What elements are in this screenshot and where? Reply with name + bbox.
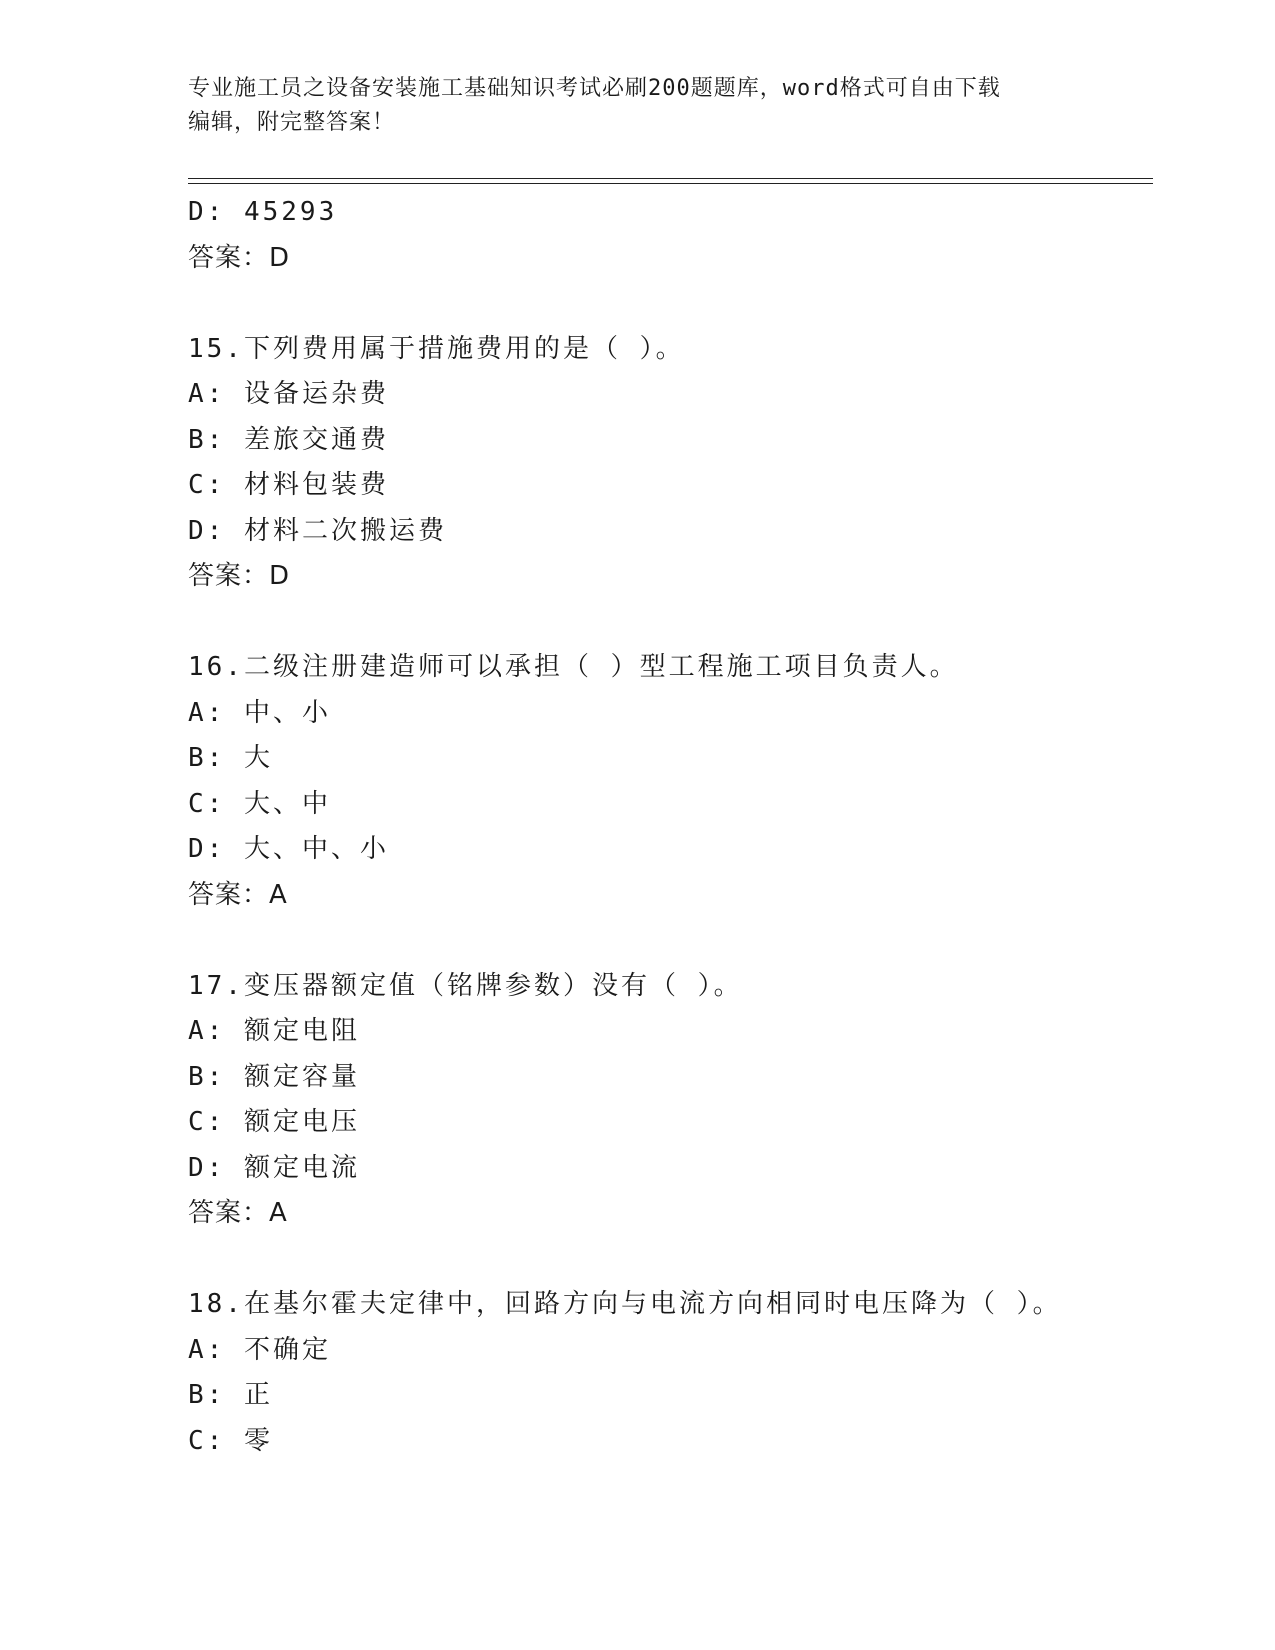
spacer: [188, 918, 1148, 964]
question-list: [188, 190, 1148, 1464]
q15-stem: 15.下列费用属于措施费用的是（ ）。: [188, 333, 685, 364]
q18-option-b: B: 正: [188, 1380, 273, 1410]
q16-answer: 答案：A: [188, 879, 288, 910]
q16-option-b: B: 大: [188, 743, 273, 773]
q15-option-b: B: 差旅交通费: [188, 424, 389, 455]
document-header: [188, 72, 1088, 140]
spacer: [188, 1237, 1148, 1283]
header-divider-bottom: [188, 183, 1153, 184]
q14-answer: 答案：D: [188, 242, 291, 273]
header-divider-top: [188, 178, 1153, 179]
q17-option-c: C: 额定电压: [188, 1107, 360, 1137]
spacer: [188, 600, 1148, 646]
q16-stem: 16.二级注册建造师可以承担（ ）型工程施工项目负责人。: [188, 652, 959, 682]
header-title-line-2: 编辑，附完整答案！: [188, 110, 396, 135]
q18-option-a: A: 不确定: [188, 1334, 331, 1365]
q16-option-c: C: 大、中: [188, 788, 331, 819]
q18-option-c: C: 零: [188, 1425, 273, 1456]
q15-option-d: D: 材料二次搬运费: [188, 515, 447, 546]
q15-option-c: C: 材料包装费: [188, 470, 389, 500]
q14-option-d: D: 45293: [188, 197, 338, 227]
q16-option-d: D: 大、中、小: [188, 834, 389, 864]
q15-option-a: A: 设备运杂费: [188, 379, 389, 409]
q17-stem: 17.变压器额定值（铭牌参数）没有（ ）。: [188, 970, 743, 1001]
spacer: [188, 281, 1148, 327]
q18-stem: 18.在基尔霍夫定律中，回路方向与电流方向相同时电压降为（ ）。: [188, 1289, 1062, 1319]
q17-option-a: A: 额定电阻: [188, 1016, 360, 1046]
q15-answer: 答案：D: [188, 561, 291, 591]
q17-option-b: B: 额定容量: [188, 1061, 360, 1092]
q16-option-a: A: 中、小: [188, 697, 331, 728]
q17-answer: 答案：A: [188, 1198, 288, 1228]
header-title-line-1: 专业施工员之设备安装施工基础知识考试必刷200题题库，word格式可自由下载: [188, 76, 1001, 101]
q17-option-d: D: 额定电流: [188, 1152, 360, 1183]
